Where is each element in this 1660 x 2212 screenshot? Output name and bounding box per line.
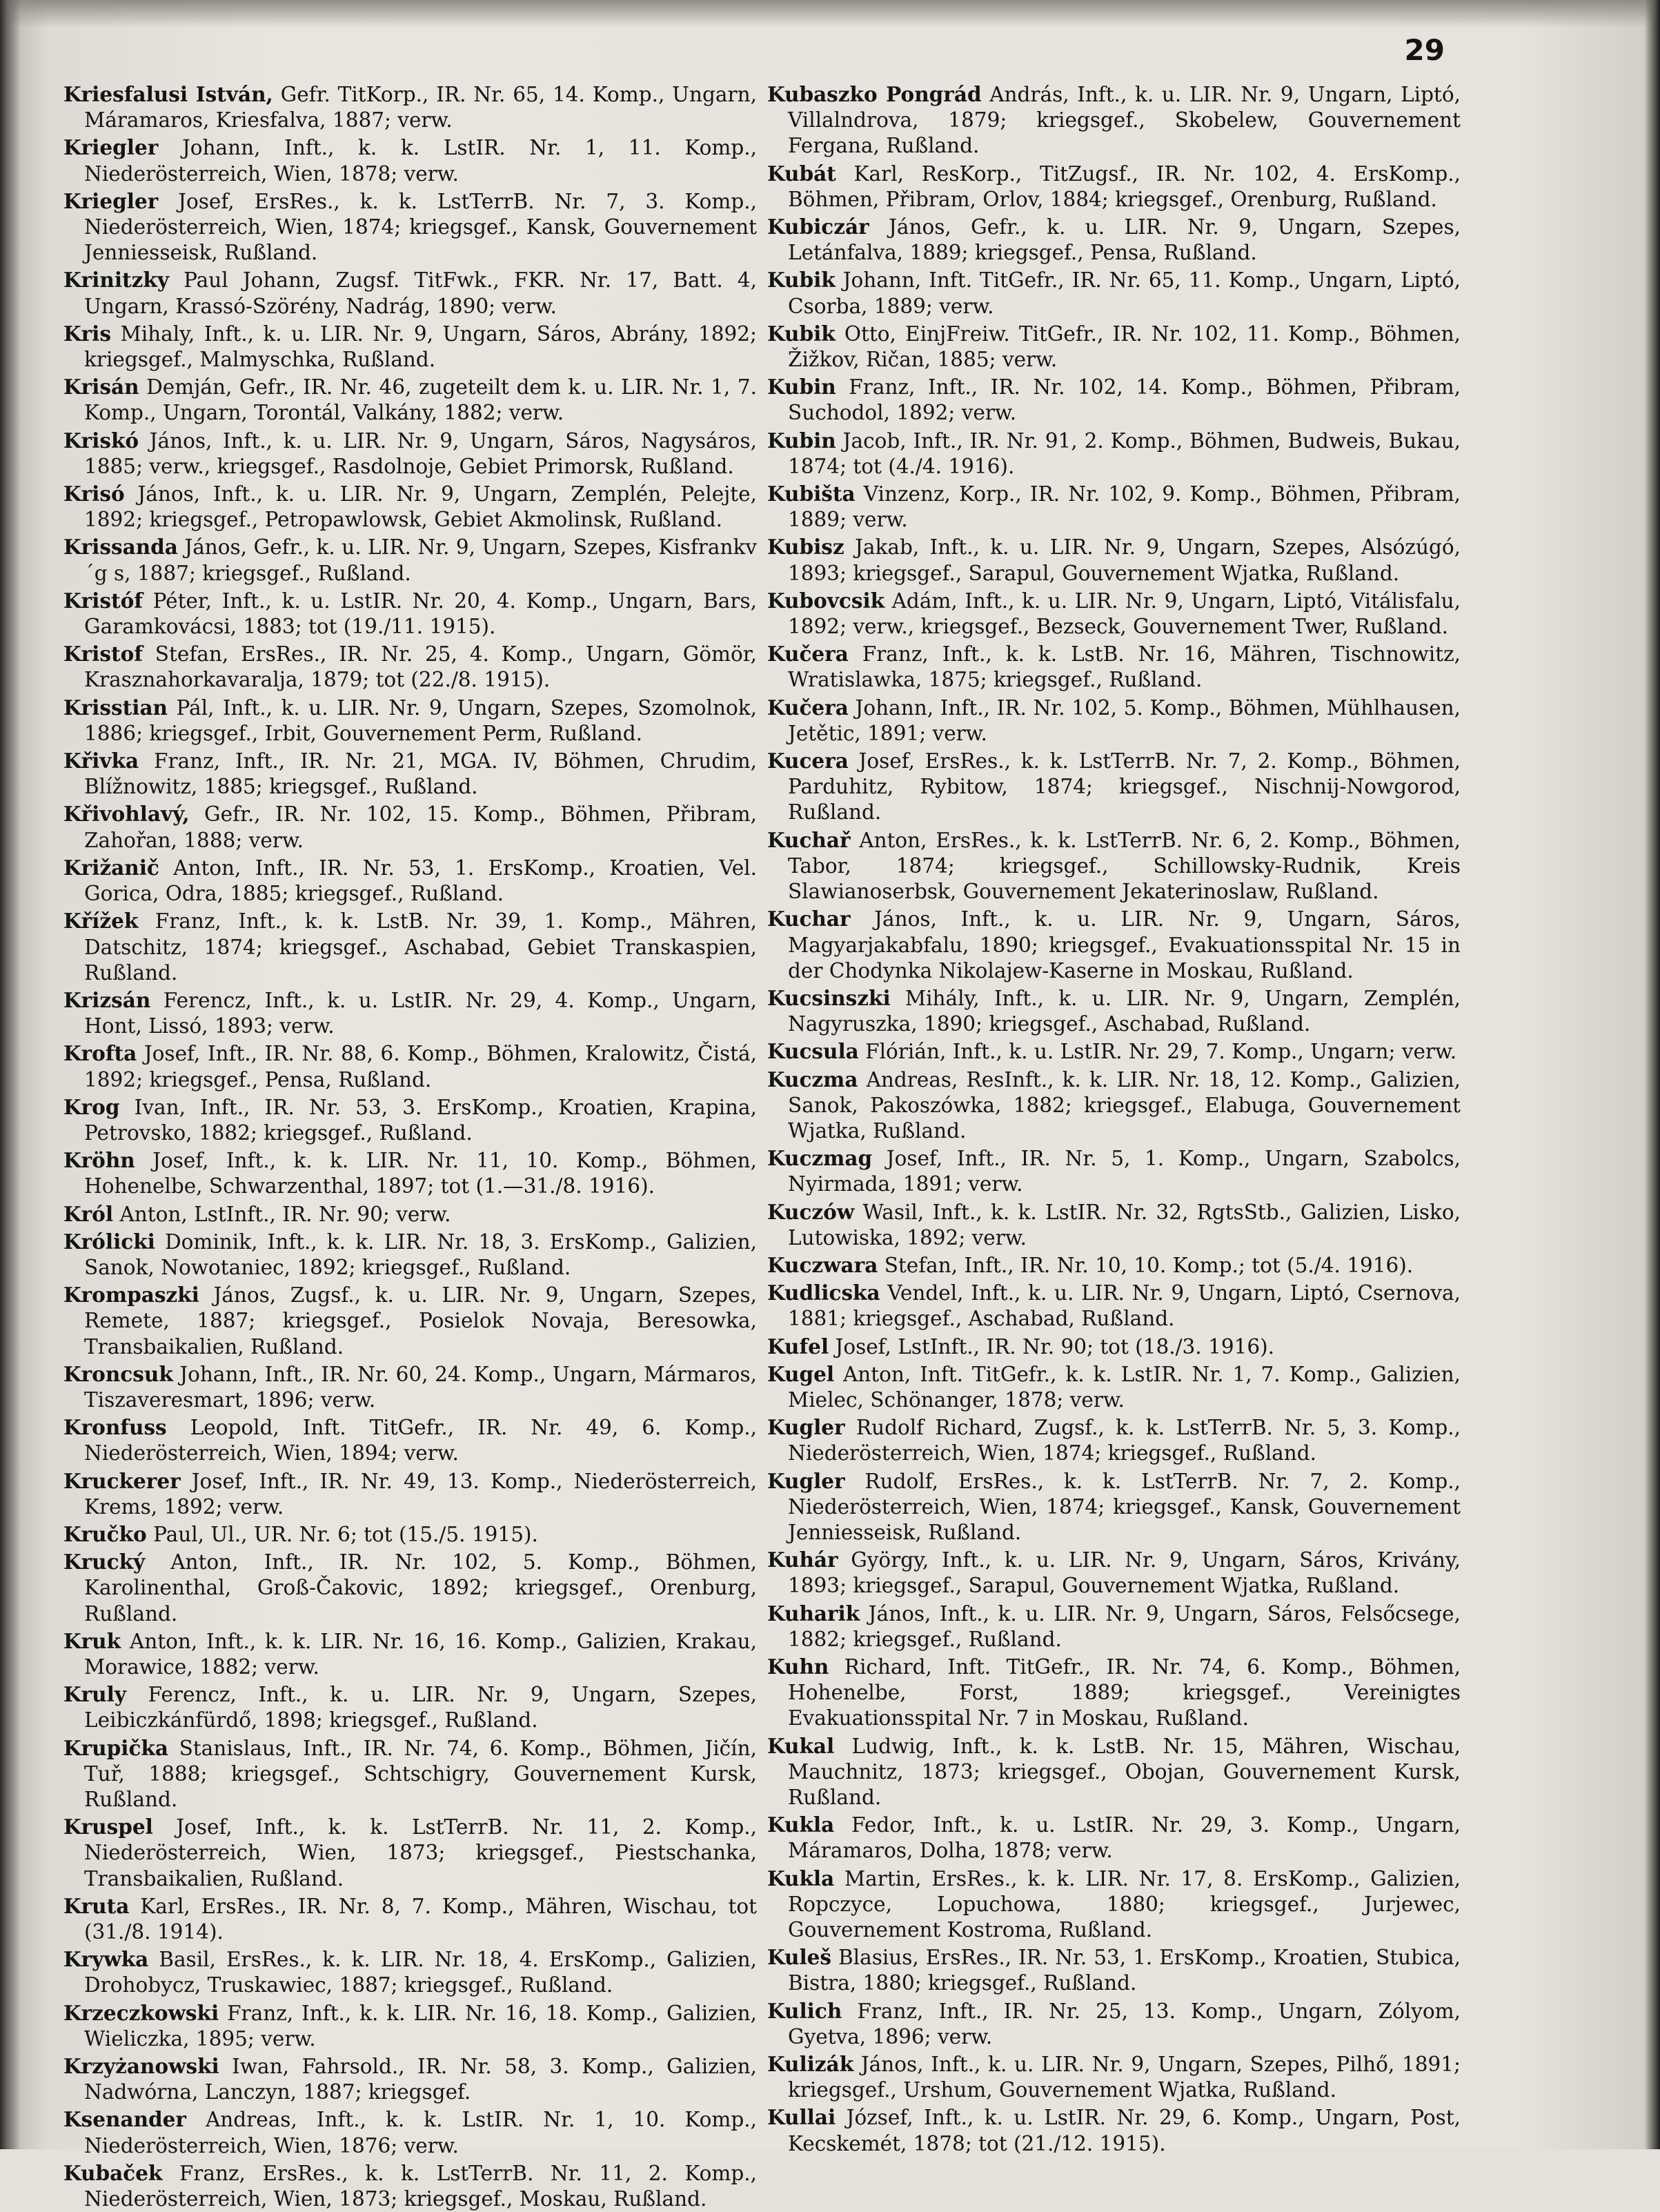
entry-details: Josef, ErsRes., k. k. LstTerrB. Nr. 7, 2. Komp., Böhmen, Parduhitz, Rybitow, 1874; kriegsgef., Nischnij-Nowgorod, Rußland. (788, 749, 1461, 824)
entry-details: Anton, Inft., k. k. LIR. Nr. 16, 16. Komp., Galizien, Krakau, Morawice, 1882; verw. (84, 1629, 757, 1679)
entry-details: Franz, Inft., IR. Nr. 25, 13. Komp., Ungarn, Zólyom, Gyetva, 1896; verw. (788, 1999, 1461, 2048)
list-entry (767, 588, 1461, 640)
entry-details: János, Inft., k. u. LIR. Nr. 9, Ungarn, Zemplén, Pelejte, 1892; kriegsgef., Petropawlowsk, Gebiet Akmolinsk, Rußland. (84, 482, 757, 532)
list-entry (767, 428, 1461, 480)
entry-surname: Królicki (63, 1229, 155, 1254)
entry-surname: Kubaček (63, 2160, 163, 2185)
entry-details: József, Inft., k. u. LstIR. Nr. 29, 6. Komp., Ungarn, Post, Kecskemét, 1878; tot (21./12. 1915). (788, 2106, 1461, 2155)
entry-surname: Kronfuss (63, 1415, 167, 1440)
entry-surname: Krzeczkowski (63, 2000, 219, 2025)
list-entry (63, 81, 757, 133)
entry-details: Karl, ErsRes., IR. Nr. 8, 7. Komp., Mähren, Wischau, tot (31./8. 1914). (84, 1894, 757, 1944)
list-entry (63, 1282, 757, 1360)
list-entry (63, 2000, 757, 2052)
list-entry (767, 1998, 1461, 2050)
entry-surname: Kulich (767, 1998, 842, 2023)
entry-surname: Krompaszki (63, 1283, 199, 1307)
entry-details: Rudolf Richard, Zugsf., k. k. LstTerrB. Nr. 5, 3. Komp., Niederösterreich, Wien, 1874; kriegsgef., Rußland. (788, 1416, 1461, 1465)
entry-surname: Kroncsuk (63, 1361, 173, 1386)
entry-surname: Ksenander (63, 2107, 186, 2132)
list-entry (767, 906, 1461, 984)
entry-details: Flórián, Inft., k. u. LstIR. Nr. 29, 7. Komp., Ungarn; verw. (858, 1040, 1457, 1064)
entry-details: Fedor, Inft., k. u. LstIR. Nr. 29, 3. Komp., Ungarn, Máramaros, Dolha, 1878; verw. (788, 1813, 1461, 1863)
scan-edge-left (0, 0, 21, 2149)
list-entry (63, 2106, 757, 2158)
list-entry (63, 1414, 757, 1466)
entry-details: Anton, LstInft., IR. Nr. 90; verw. (113, 1202, 451, 1226)
entry-surname: Kručko (63, 1521, 147, 1546)
entry-details: Josef, Inft., k. k. LstTerrB. Nr. 11, 2. Komp., Niederösterreich, Wien, 1873; kriegsgef., Piestschanka, Transbaikalien, Rußland. (84, 1815, 757, 1890)
list-entry (63, 1229, 757, 1281)
entry-details: Josef, LstInft., IR. Nr. 90; tot (18./3. 1916). (829, 1334, 1275, 1359)
entry-surname: Kristóf (63, 588, 143, 613)
list-entry (63, 374, 757, 426)
entry-surname: Krisán (63, 375, 139, 399)
list-entry (767, 1654, 1461, 1732)
entry-surname: Kubát (767, 161, 836, 186)
entry-details: Johann, Inft. TitGefr., IR. Nr. 65, 11. Komp., Ungarn, Liptó, Csorba, 1889; verw. (788, 268, 1461, 318)
entry-details: János, Gefr., k. u. LIR. Nr. 9, Ungarn, Szepes, Letánfalva, 1889; kriegsgef., Pensa, Rußland. (788, 215, 1461, 265)
list-entry (63, 1681, 757, 1733)
entry-surname: Krisstian (63, 695, 168, 720)
entry-surname: Křivohlavý, (63, 802, 190, 827)
entry-details: Rudolf, ErsRes., k. k. LstTerrB. Nr. 7, 2. Komp., Niederösterreich, Wien, 1874; kriegsgef., Kansk, Gouvernement Jenniesseisk, Rußland. (788, 1469, 1461, 1544)
entry-surname: Kugler (767, 1468, 845, 1493)
entry-surname: Kruk (63, 1628, 121, 1653)
entry-details: András, Inft., k. u. LIR. Nr. 9, Ungarn, Liptó, Villalndrova, 1879; kriegsgef., Skobelew, Gouvernement Fergana, Rußland. (788, 83, 1461, 158)
list-entry (767, 1038, 1461, 1065)
entry-details: Franz, Inft., k. k. LIR. Nr. 16, 18. Komp., Galizien, Wieliczka, 1895; verw. (84, 2001, 757, 2051)
entry-details: Iwan, Fahrsold., IR. Nr. 58, 3. Komp., Galizien, Nadwórna, Lanczyn, 1887; kriegsgef. (84, 2055, 757, 2104)
entry-surname: Krucký (63, 1550, 146, 1574)
entry-surname: Kuczwara (767, 1252, 878, 1277)
entry-details: Ferencz, Inft., k. u. LstIR. Nr. 29, 4. Komp., Ungarn, Hont, Lissó, 1893; verw. (84, 988, 757, 1038)
list-entry (63, 1521, 757, 1548)
entry-details: Josef, Inft., k. k. LIR. Nr. 11, 10. Komp., Böhmen, Hohenelbe, Schwarzenthal, 1897; tot (1.—31./8. 1916). (84, 1149, 757, 1198)
entry-details: Franz, ErsRes., k. k. LstTerrB. Nr. 11, 2. Komp., Niederösterreich, Wien, 1873; kriegsgef., Moskau, Rußland. (84, 2161, 757, 2211)
scan-edge-right (1645, 0, 1660, 2149)
list-entry (767, 1334, 1461, 1360)
entry-surname: Kuchar (767, 907, 851, 931)
entry-details: Ferencz, Inft., k. u. LIR. Nr. 9, Ungarn, Szepes, Leibiczkánfürdő, 1898; kriegsgef., Rußland. (84, 1683, 757, 1732)
list-entry (767, 1866, 1461, 1944)
entry-details: János, Zugsf., k. u. LIR. Nr. 9, Ungarn, Szepes, Remete, 1887; kriegsgef., Posielok Novaja, Beresowka, Transbaikalien, Rußland. (84, 1283, 757, 1359)
entry-details: Anton, Inft. TitGefr., k. k. LstIR. Nr. 1, 7. Komp., Galizien, Mielec, Schönanger, 1878; verw. (788, 1362, 1461, 1412)
list-entry (767, 1067, 1461, 1145)
entry-surname: Kugler (767, 1415, 845, 1440)
entry-surname: Krupička (63, 1735, 168, 1760)
entry-details: Otto, EinjFreiw. TitGefr., IR. Nr. 102, 11. Komp., Böhmen, Žižkov, Ričan, 1885; verw. (788, 322, 1461, 372)
list-entry (63, 267, 757, 319)
entry-details: Leopold, Inft. TitGefr., IR. Nr. 49, 6. Komp., Niederösterreich, Wien, 1894; verw. (84, 1416, 757, 1465)
entry-details: Péter, Inft., k. u. LstIR. Nr. 20, 4. Komp., Ungarn, Bars, Garamkovácsi, 1883; tot (19./11. 1915). (84, 589, 757, 639)
list-entry (63, 1946, 757, 1998)
list-entry (767, 481, 1461, 533)
list-entry (63, 1628, 757, 1680)
entry-surname: Kukla (767, 1866, 835, 1890)
entry-surname: Krofta (63, 1041, 137, 1066)
entry-surname: Kučera (767, 695, 849, 720)
entry-details: János, Inft., k. u. LIR. Nr. 9, Ungarn, Sáros, Felsőcsege, 1882; kriegsgef., Rußland. (788, 1601, 1461, 1651)
entry-details: Karl, ResKorp., TitZugsf., IR. Nr. 102, 4. ErsKomp., Böhmen, Přibram, Orlov, 1884; kriegsgef., Orenburg, Rußland. (788, 161, 1461, 211)
entry-details: Gefr. TitKorp., IR. Nr. 65, 14. Komp., Ungarn, Máramaros, Kriesfalva, 1887; verw. (84, 83, 757, 132)
entry-details: Martin, ErsRes., k. k. LIR. Nr. 17, 8. ErsKomp., Galizien, Ropczyce, Lopuchowa, 1880; kriegsgef., Jurjewec, Gouvernement Kostroma, Rußland. (788, 1866, 1461, 1942)
list-entry (767, 1145, 1461, 1197)
entry-details: Johann, Inft., IR. Nr. 102, 5. Komp., Böhmen, Mühlhausen, Jetětic, 1891; verw. (788, 695, 1461, 745)
entry-surname: Kubišta (767, 482, 856, 506)
entry-surname: Kuczma (767, 1067, 858, 1092)
entry-details: Stefan, Inft., IR. Nr. 10, 10. Komp.; tot (5./4. 1916). (878, 1253, 1414, 1277)
entry-surname: Kröhn (63, 1148, 135, 1173)
entry-surname: Król (63, 1201, 114, 1226)
entry-details: Andreas, ResInft., k. k. LIR. Nr. 18, 12. Komp., Galizien, Sanok, Pakoszówka, 1882; kriegsgef., Elabuga, Gouvernement Wjatka, Rußland. (788, 1067, 1461, 1143)
list-entry (63, 1094, 757, 1146)
entry-details: Mihaly, Inft., k. u. LIR. Nr. 9, Ungarn, Sáros, Abrány, 1892; kriegsgef., Malmyschka, Rußland. (84, 322, 757, 372)
list-entry (767, 1361, 1461, 1413)
list-entry (63, 1361, 757, 1413)
list-entry (767, 827, 1461, 905)
list-entry (63, 588, 757, 640)
entry-surname: Kuleš (767, 1945, 832, 1970)
entry-details: Johann, Inft., IR. Nr. 60, 24. Komp., Ungarn, Mármaros, Tiszaveresmart, 1896; verw. (84, 1362, 757, 1412)
entry-details: János, Inft., k. u. LIR. Nr. 9, Ungarn, Szepes, Pilhő, 1891; kriegsgef., Urshum, Gouvernement Wjatka, Rußland. (788, 2053, 1461, 2102)
scan-edge-top (0, 0, 1660, 28)
list-entry (63, 481, 757, 533)
list-entry (767, 1280, 1461, 1332)
list-entry (767, 534, 1461, 586)
entry-details: Anton, Inft., IR. Nr. 53, 1. ErsKomp., Kroatien, Vel. Gorica, Odra, 1885; kriegsgef., Rußland. (84, 856, 757, 906)
entry-surname: Kriegler (63, 135, 159, 160)
entry-surname: Kufel (767, 1334, 829, 1359)
list-entry (63, 1040, 757, 1092)
entry-details: Josef, Inft., IR. Nr. 5, 1. Komp., Ungarn, Szabolcs, Nyirmada, 1891; verw. (788, 1147, 1461, 1196)
list-entry (63, 188, 757, 266)
entry-details: Franz, Inft., k. k. LstB. Nr. 39, 1. Komp., Mähren, Datschitz, 1874; kriegsgef., Aschabad, Gebiet Transkaspien, Rußland. (84, 909, 757, 985)
entry-surname: Křivka (63, 749, 139, 773)
entry-details: Franz, Inft., IR. Nr. 102, 14. Komp., Böhmen, Přibram, Suchodol, 1892; verw. (788, 375, 1461, 425)
entry-surname: Kruckerer (63, 1468, 181, 1493)
list-entry (767, 1468, 1461, 1546)
entry-surname: Kruly (63, 1682, 126, 1707)
entry-surname: Krissanda (63, 535, 178, 560)
list-entry (63, 641, 757, 693)
list-entry (767, 1944, 1461, 1996)
list-entry (767, 1601, 1461, 1652)
list-entry (63, 428, 757, 480)
entry-surname: Kuharik (767, 1601, 860, 1626)
list-entry (767, 1252, 1461, 1278)
list-entry (63, 801, 757, 853)
entry-surname: Krizsán (63, 987, 151, 1012)
list-entry (63, 321, 757, 373)
entry-surname: Kubaszko Pongrád (767, 82, 982, 106)
entry-details: Anton, Inft., IR. Nr. 102, 5. Komp., Böhmen, Karolinenthal, Groß-Čakovic, 1892; kriegsgef., Orenburg, Rußland. (84, 1550, 757, 1626)
entry-details: Dominik, Inft., k. k. LIR. Nr. 18, 3. ErsKomp., Galizien, Sanok, Nowotaniec, 1892; kriegsgef., Rußland. (84, 1230, 757, 1279)
entry-surname: Kruspel (63, 1815, 153, 1839)
list-entry (63, 908, 757, 986)
entry-details: Paul, Ul., UR. Nr. 6; tot (15./5. 1915). (146, 1522, 538, 1546)
entry-details: János, Gefr., k. u. LIR. Nr. 9, Ungarn, Szepes, Kisfrankv´g s, 1887; kriegsgef., Rußland. (84, 535, 757, 585)
list-entry (767, 2051, 1461, 2103)
entry-surname: Kubin (767, 428, 836, 453)
list-entry (767, 321, 1461, 373)
entry-details: Wasil, Inft., k. k. LstIR. Nr. 32, RgtsStb., Galizien, Lisko, Lutowiska, 1892; verw. (788, 1200, 1461, 1250)
list-entry (63, 534, 757, 586)
entry-details: Ivan, Inft., IR. Nr. 53, 3. ErsKomp., Kroatien, Krapina, Petrovsko, 1882; kriegsgef., Rußland. (84, 1095, 757, 1145)
entry-surname: Kucsula (767, 1039, 859, 1064)
entry-surname: Kucera (767, 749, 849, 773)
right-column (767, 81, 1461, 2155)
list-entry (63, 1814, 757, 1892)
entry-details: Johann, Inft., k. k. LstIR. Nr. 1, 11. Komp., Niederösterreich, Wien, 1878; verw. (84, 136, 757, 186)
entry-details: Blasius, ErsRes., IR. Nr. 53, 1. ErsKomp., Kroatien, Stubica, Bistra, 1880; kriegsgef., Rußland. (788, 1946, 1461, 1995)
list-entry (767, 2104, 1461, 2156)
list-entry (767, 161, 1461, 213)
entry-surname: Kruta (63, 1893, 130, 1918)
entry-details: Anton, ErsRes., k. k. LstTerrB. Nr. 6, 2. Komp., Böhmen, Tabor, 1874; kriegsgef., Schillowsky-Rudnik, Kreis Slawianoserbsk, Gouvernement Jekaterinoslaw, Rußland. (788, 828, 1461, 904)
entry-details: Vendel, Inft., k. u. LIR. Nr. 9, Ungarn, Liptó, Csernova, 1881; kriegsgef., Aschabad, Rußland. (788, 1281, 1461, 1331)
entry-surname: Kriskó (63, 428, 139, 453)
entry-details: János, Inft., k. u. LIR. Nr. 9, Ungarn, Sáros, Magyarjakabfalu, 1890; kriegsgef., Evakuationsspital Nr. 15 in der Chodynka Nikolajew-Kaserne in Moskau, Rußland. (788, 907, 1461, 982)
entry-surname: Kugel (767, 1361, 835, 1386)
entry-surname: Kriegler (63, 188, 159, 213)
entry-details: Jacob, Inft., IR. Nr. 91, 2. Komp., Böhmen, Budweis, Bukau, 1874; tot (4./4. 1916). (788, 428, 1461, 478)
list-entry (63, 748, 757, 800)
entry-surname: Kukal (767, 1733, 835, 1758)
list-entry (767, 81, 1461, 159)
entry-details: Josef, Inft., IR. Nr. 49, 13. Komp., Niederösterreich, Krems, 1892; verw. (84, 1469, 757, 1519)
entry-details: Demján, Gefr., IR. Nr. 46, zugeteilt dem k. u. LIR. Nr. 1, 7. Komp., Ungarn, Torontál, Valkány, 1882; verw. (84, 375, 757, 425)
entry-surname: Krisó (63, 482, 125, 506)
entry-details: Stanislaus, Inft., IR. Nr. 74, 6. Komp., Böhmen, Jičín, Tuř, 1888; kriegsgef., Schtschigry, Gouvernement Kursk, Rußland. (84, 1736, 757, 1811)
entry-details: Richard, Inft. TitGefr., IR. Nr. 74, 6. Komp., Böhmen, Hohenelbe, Forst, 1889; kriegsgef., Vereinigtes Evakuationsspital Nr. 7 in Moskau, Rußland. (788, 1655, 1461, 1730)
entry-details: Ludwig, Inft., k. k. LstB. Nr. 15, Mähren, Wischau, Mauchnitz, 1873; kriegsgef., Obojan, Gouvernement Kursk, Rußland. (788, 1734, 1461, 1809)
entry-details: Adám, Inft., k. u. LIR. Nr. 9, Ungarn, Liptó, Vitálisfalu, 1892; verw., kriegsgef., Bezseck, Gouvernement Twer, Rußland. (788, 589, 1461, 639)
list-entry (63, 1147, 757, 1199)
list-entry (767, 214, 1461, 266)
page-number: 29 (1404, 33, 1445, 67)
entry-surname: Kulizák (767, 2052, 854, 2077)
entry-surname: Kuczów (767, 1199, 855, 1224)
list-entry (767, 1414, 1461, 1466)
list-entry (767, 641, 1461, 693)
list-entry (63, 1893, 757, 1945)
entry-details: Franz, Inft., IR. Nr. 21, MGA. IV, Böhmen, Chrudim, Blížnowitz, 1885; kriegsgef., Rußland. (84, 749, 757, 799)
entry-surname: Kučera (767, 642, 849, 666)
entry-surname: Krywka (63, 1947, 149, 1972)
entry-surname: Kristof (63, 642, 143, 666)
entry-details: Stefan, ErsRes., IR. Nr. 25, 4. Komp., Ungarn, Gömör, Krasznahorkavaralja, 1879; tot (22./8. 1915). (84, 642, 757, 692)
list-entry (767, 267, 1461, 319)
entry-surname: Kuczmag (767, 1146, 873, 1171)
list-entry (767, 374, 1461, 426)
entry-surname: Kucsinszki (767, 985, 891, 1010)
entry-surname: Kullai (767, 2105, 836, 2130)
entry-surname: Kubin (767, 375, 836, 399)
list-entry (767, 1199, 1461, 1251)
entry-surname: Kuchař (767, 827, 851, 852)
entry-surname: Kudlicska (767, 1281, 880, 1305)
entry-surname: Krzyżanowski (63, 2054, 219, 2079)
entry-surname: Krog (63, 1094, 120, 1119)
list-entry (767, 748, 1461, 826)
entry-details: Pál, Inft., k. u. LIR. Nr. 9, Ungarn, Szepes, Szomolnok, 1886; kriegsgef., Irbit, Gouvernement Perm, Rußland. (84, 695, 757, 745)
entry-details: Andreas, Inft., k. k. LstIR. Nr. 1, 10. Komp., Niederösterreich, Wien, 1876; verw. (84, 2108, 757, 2157)
list-entry (63, 135, 757, 186)
list-entry (63, 1468, 757, 1520)
list-entry (767, 1547, 1461, 1599)
entry-details: Gefr., IR. Nr. 102, 15. Komp., Böhmen, Přibram, Zahořan, 1888; verw. (84, 802, 757, 852)
entry-surname: Kukla (767, 1813, 835, 1837)
entry-surname: Križanič (63, 855, 159, 880)
entry-details: Jakab, Inft., k. u. LIR. Nr. 9, Ungarn, Szepes, Alsózúgó, 1893; kriegsgef., Sarapul, Gouvernement Wjatka, Rußland. (788, 535, 1461, 585)
entry-details: Josef, Inft., IR. Nr. 88, 6. Komp., Böhmen, Kralowitz, Čistá, 1892; kriegsgef., Pensa, Rußland. (84, 1042, 757, 1092)
entry-surname: Kuhn (767, 1654, 829, 1679)
list-entry (767, 1812, 1461, 1864)
entry-surname: Kubovcsik (767, 588, 885, 613)
entry-details: Franz, Inft., k. k. LstB. Nr. 16, Mähren, Tischnowitz, Wratislawka, 1875; kriegsgef., Rußland. (788, 642, 1461, 692)
left-column (63, 81, 757, 2211)
list-entry (63, 2053, 757, 2105)
list-entry (63, 1549, 757, 1627)
entry-details: György, Inft., k. u. LIR. Nr. 9, Ungarn, Sáros, Krivány, 1893; kriegsgef., Sarapul, Gouvernement Wjatka, Rußland. (788, 1548, 1461, 1598)
list-entry (63, 1201, 757, 1227)
entry-details: Paul Johann, Zugsf. TitFwk., FKR. Nr. 17, Batt. 4, Ungarn, Krassó-Szörény, Nadrág, 1890; verw. (84, 268, 757, 318)
list-entry (63, 1735, 757, 1813)
list-entry (63, 855, 757, 907)
list-entry (767, 1733, 1461, 1811)
entry-surname: Kubik (767, 268, 836, 293)
list-entry (767, 985, 1461, 1037)
list-entry (63, 2160, 757, 2212)
entry-surname: Kubiczár (767, 215, 869, 239)
list-entry (63, 695, 757, 747)
entry-details: Basil, ErsRes., k. k. LIR. Nr. 18, 4. ErsKomp., Galizien, Drohobycz, Truskawiec, 1887; kriegsgef., Rußland. (84, 1948, 757, 1997)
entry-details: Vinzenz, Korp., IR. Nr. 102, 9. Komp., Böhmen, Přibram, 1889; verw. (788, 482, 1461, 532)
entry-details: Josef, ErsRes., k. k. LstTerrB. Nr. 7, 3. Komp., Niederösterreich, Wien, 1874; kriegsgef., Kansk, Gouvernement Jenniesseisk, Rußland. (84, 189, 757, 265)
entry-surname: Kuhár (767, 1548, 838, 1572)
entry-details: Mihály, Inft., k. u. LIR. Nr. 9, Ungarn, Zemplén, Nagyruszka, 1890; kriegsgef., Aschabad, Rußland. (788, 986, 1461, 1036)
entry-surname: Kris (63, 321, 111, 346)
entry-details: János, Inft., k. u. LIR. Nr. 9, Ungarn, Sáros, Nagysáros, 1885; verw., kriegsgef., Rasdolnoje, Gebiet Primorsk, Rußland. (84, 428, 757, 478)
list-entry (767, 695, 1461, 747)
entry-surname: Kubik (767, 321, 836, 346)
entry-surname: Kriesfalusi István, (63, 82, 273, 106)
entry-surname: Krinitzky (63, 268, 170, 293)
list-entry (63, 987, 757, 1039)
entry-surname: Křížek (63, 909, 139, 934)
entry-surname: Kubisz (767, 535, 844, 560)
